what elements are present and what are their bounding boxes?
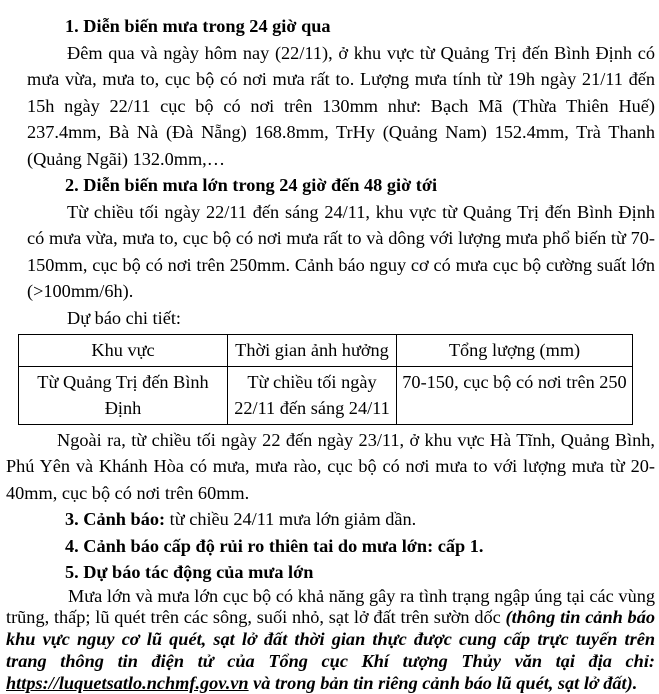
forecast-table (18, 334, 633, 425)
table-header-time: Thời gian ảnh hưởng (228, 335, 397, 367)
table-cell-time: Từ chiều tối ngày 22/11 đến sáng 24/11 (228, 366, 397, 424)
section-3-label: 3. Cảnh báo: (65, 509, 165, 529)
table-header-total: Tổng lượng (mm) (397, 335, 633, 367)
impact-paragraph (6, 586, 655, 694)
section-1-heading: 1. Diễn biến mưa trong 24 giờ qua (27, 13, 655, 40)
forecast-detail-label: Dự báo chi tiết: (27, 305, 655, 332)
impact-warning-note: (thông tin cảnh báo khu vực nguy cơ lũ quét, sạt lở đất thời gian thực được cung cấp trực tuyến trên trang thông tin điện tử của Tổng cục Khí tượng Thủy văn tại địa chỉ: (6, 607, 655, 671)
forecast-table-header-row (19, 335, 633, 367)
section-5-heading: 5. Dự báo tác động của mưa lớn (27, 559, 655, 586)
table-cell-total: 70-150, cục bộ có nơi trên 250 (397, 366, 633, 424)
impact-text: Mưa lớn và mưa lớn cục bộ có khả năng gây ra tình trạng ngập úng tại các vùng trũng, thấp; lũ quét trên các sông, suối nhỏ, sạt lở đất trên sườn dốc (6, 586, 655, 628)
additional-forecast-paragraph: Ngoài ra, từ chiều tối ngày 22 đến ngày 23/11, ở khu vực Hà Tĩnh, Quảng Bình, Phú Yên và Khánh Hòa có mưa, mưa rào, cục bộ có nơi mưa to với lượng mưa từ 20-40mm, cục bộ có nơi trên 60mm. (6, 427, 655, 507)
section-4-heading: 4. Cảnh báo cấp độ rủi ro thiên tai do mưa lớn: cấp 1. (27, 533, 655, 560)
flood-landslide-warning-link[interactable]: https://luquetsatlo.nchmf.gov.vn (6, 673, 249, 693)
section-3-line (27, 506, 655, 533)
section-2-paragraph: Từ chiều tối ngày 22/11 đến sáng 24/11, khu vực từ Quảng Trị đến Bình Định có mưa vừa, mưa to, cục bộ có nơi mưa rất to và dông với lượng mưa phổ biến từ 70-150mm, cục bộ có nơi trên 250mm. Cảnh báo nguy cơ có mưa cục bộ cường suất lớn (>100mm/6h). (27, 199, 655, 305)
section-3-text: từ chiều 24/11 mưa lớn giảm dần. (165, 509, 416, 529)
impact-warning-note-tail: và trong bản tin riêng cảnh báo lũ quét, sạt lở đất). (249, 673, 638, 693)
table-cell-region: Từ Quảng Trị đến Bình Định (19, 366, 228, 424)
section-1-paragraph: Đêm qua và ngày hôm nay (22/11), ở khu vực từ Quảng Trị đến Bình Định có mưa vừa, mưa to, cục bộ có nơi mưa rất to. Lượng mưa tính từ 19h ngày 21/11 đến 15h ngày 22/11 cục bộ có nơi trên 130mm như: Bạch Mã (Thừa Thiên Huế) 237.4mm, Bà Nà (Đà Nẵng) 168.8mm, TrHy (Quảng Nam) 152.4mm, Trà Thanh (Quảng Ngãi) 132.0mm,… (27, 40, 655, 173)
section-2-heading: 2. Diễn biến mưa lớn trong 24 giờ đến 48 giờ tới (27, 172, 655, 199)
table-header-region: Khu vực (19, 335, 228, 367)
forecast-table-row (19, 366, 633, 424)
